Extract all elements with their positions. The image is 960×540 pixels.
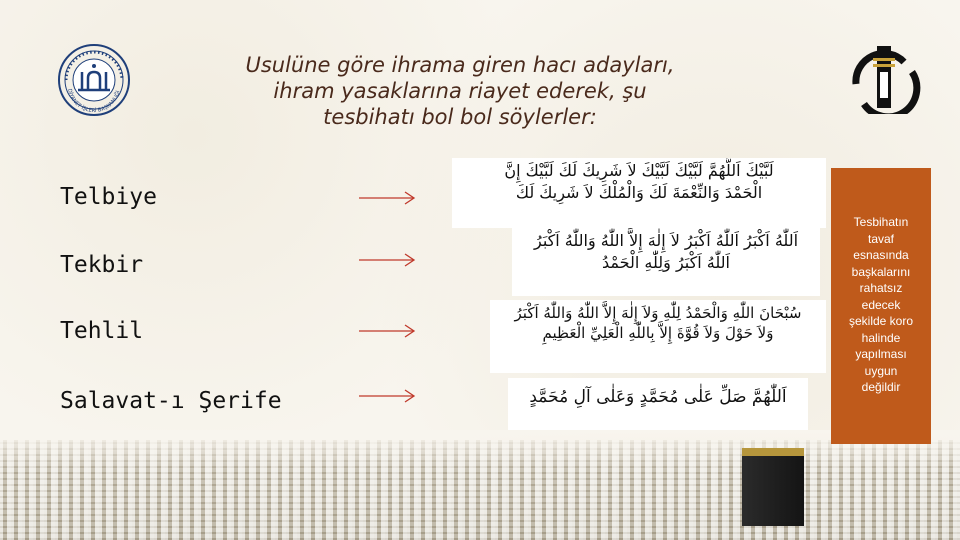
side-note-line: şekilde koro [848,314,914,328]
right-arrow-icon [358,191,416,205]
arabic-line: اَللّٰهُمَّ صَلِّ عَلٰى مُحَمَّدٍ وَعَلٰى آلِ مُحَمَّدٍ [529,387,787,407]
logo-ring-text: DİYANET İŞLERİ BAŞKANLIĞI [66,88,122,115]
title-line: tesbihatı bol bol söylerler: [323,105,597,129]
arabic-line: اَللّٰهُ اَكْبَرُ وَلِلّٰهِ الْحَمْدُ [602,252,730,272]
row-label-salavat: Salavat-ı Şerife [60,388,282,414]
title-line: Usulüne göre ihrama giren hacı adayları, [245,53,675,77]
row-label-telbiye: Telbiye [60,184,157,210]
right-arrow-icon [358,389,416,403]
arabic-line: سُبْحَانَ اللّٰهِ وَالْحَمْدُ لِلّٰهِ وَلاَ إِلٰهَ إِلاَّ اللّٰهُ وَاللّٰهُ اَكْبَرُ [514,304,802,322]
arabic-line: الْحَمْدَ وَالنِّعْمَةَ لَكَ وَالْمُلْكَ لاَ شَرِيكَ لَكَ [515,182,763,202]
right-arrow-icon [358,253,416,267]
right-arrow-icon [358,324,416,338]
arabic-line: اَللّٰهُ اَكْبَرُ اَللّٰهُ اَكْبَرُ لاَ إِلٰهَ إِلاَّ اللّٰهُ وَاللّٰهُ اَكْبَرُ [533,231,799,250]
side-note-line: uygun [864,363,898,378]
row-label-tehlil: Tehlil [60,318,144,344]
side-note-line: Tesbihatın [853,215,909,229]
diyanet-logo-icon [56,42,132,118]
crowd-fade [0,430,960,470]
side-note-line: başkalarını [851,264,911,279]
side-note-box [831,168,931,444]
slide-title [190,52,730,130]
side-note-line: yapılması [855,347,907,361]
arabic-telbiye [452,158,826,228]
arabic-tekbir [512,228,820,296]
arabic-line: لَبَّيْكَ اَللَّهُمَّ لَبَّيْكَ لَبَّيْكَ لاَ شَرِيكَ لَكَ لَبَّيْكَ إِنَّ [504,161,774,180]
arabic-tehlil [490,300,826,373]
institution-logo-icon [846,42,922,114]
arabic-line: وَلاَ حَوْلَ وَلاَ قُوَّةَ إِلاَّ بِاللّٰهِ الْعَلِيِّ الْعَظِيمِ [542,324,774,343]
title-line: ihram yasaklarına riayet ederek, şu [273,79,647,103]
side-note-line: değildir [861,380,901,394]
side-note-line: tavaf [867,231,894,246]
side-note-line: rahatsız [859,281,903,295]
arabic-salavat [508,378,808,430]
side-note-line: esnasında [853,248,909,262]
row-label-tekbir: Tekbir [60,252,144,278]
kaaba-image [742,448,804,526]
side-note-line: halinde [861,330,901,345]
side-note-line: edecek [861,297,901,312]
